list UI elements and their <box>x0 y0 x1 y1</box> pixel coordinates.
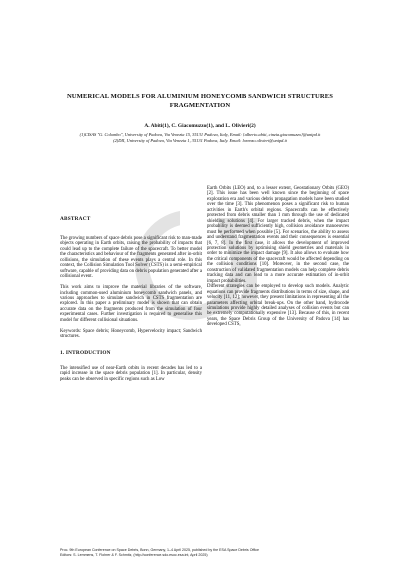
footer-line: Proc. 9th European Conference on Space Debris, Bonn, Germany, 1–4 April 2025, published by the ESA Space Debris Office <box>60 548 260 552</box>
abstract-paragraph: The growing numbers of space debris pose a significant risk to man-made objects operating in Earth orbits, raising the probability of impacts that could lead up to the complete failure of the spacecraft. To better model the characteristics and behaviour of the fragments generated after in-orbit collisions, the simulation of these events plays a central role. In this context, the Collision Simulation Tool Solver (CSTS) is a semi-empirical software, capable of providing data on debris population generated after a collisional event. <box>60 236 202 280</box>
keywords: Keywords: Space debris; Honeycomb, Hypervelocity impact; Sandwich structures. <box>60 328 202 340</box>
page-footer <box>60 548 360 558</box>
left-column <box>60 236 202 382</box>
affiliation-1: (1)CISAS "G. Colombo", University of Padova, Via Venezia 15, 35131 Padova, Italy, Email: {alberto.abiti, cinzia.giacomuzzo}@unipd.it <box>79 132 321 137</box>
body-paragraph: Different strategies can be employed to develop such models. Analytic equations can provide fragments distributions in terms of size, shape, and velocity [11, 12]; however, they present limitations in representing all the parameters affecting orbital break-ups. On the other hand, hydrocode simulations provide highly detailed analyses of collision events but can be extremely computationally expensive [13]. Because of this, in recent years, the Space Debris Group of the University of Padova [14] has developed CSTS, <box>207 284 349 328</box>
affiliations <box>40 132 360 143</box>
body-paragraph: Earth Orbits (LEO) and, to a lesser extent, Geostationary Orbits (GEO) [2]. This issue has been well known since the beginning of space exploration era and various debris propagation models have been studied over the time [3]. This phenomenon poses a significant risk to human activities in Earth's orbital regions. Spacecrafts can be effectively protected from debris smaller than 1 mm through the use of dedicated shielding solutions [4]. For larger tracked debris, when the impact probability is deemed sufficiently high, collision avoidance manoeuvres must be performed when possible [5]. For scenarios, the ability to assess and understand fragmentation events and their consequences is essential [6, 7, 8]. In the first case, it allows the development of improved protection solutions by optimising shield geometries and materials in order to minimize the impact damage [9]. It also allows to evaluate how the critical components of the spacecraft would be affected depending on the collision conditions [10]. Moreover, in the second case, the construction of validated fragmentation models can help complete debris tracking data and can lead to a more accurate estimation of in-orbit impact probabilities. <box>207 186 349 284</box>
abstract-heading: ABSTRACT <box>60 216 91 222</box>
right-column <box>207 186 349 328</box>
introduction-heading: 1. INTRODUCTION <box>60 349 111 356</box>
abstract-paragraph: This work aims to improve the material libraries of the software, including common-used aluminium honeycomb sandwich panels, and various approaches to simulate sandwich in CSTS fragmentation are explored. In this paper a preliminary model is shown that can obtain accurate data on the fragments produced from the simulation of four experimental cases. Further investigation is required to generalise this model for different collisional situations. <box>60 285 202 323</box>
footer-line: Editors: S. Lemmens, T. Flohrer & F. Schmitz, (http://conference.sdo.esoc.esa.int, April 2025) <box>60 553 208 557</box>
paper-title: NUMERICAL MODELS FOR ALUMINIUM HONEYCOMB SANDWICH STRUCTURES FRAGMENTATION <box>66 93 334 109</box>
author-list: A. Abiti(1), C. Giacomuzzo(1), and L. Olivieri(2) <box>144 123 256 129</box>
affiliation-2: (2)DII, University of Padova, Via Venezia 1, 35131 Padova, Italy. Email: lorenzo.olivieri@unipd.it <box>113 137 287 143</box>
introduction-paragraph: The intensified use of near-Earth orbits in recent decades has led to a rapid increase in the space debris population [1]. In particular, density peaks can be observed in specific regions such as Low <box>60 365 202 382</box>
